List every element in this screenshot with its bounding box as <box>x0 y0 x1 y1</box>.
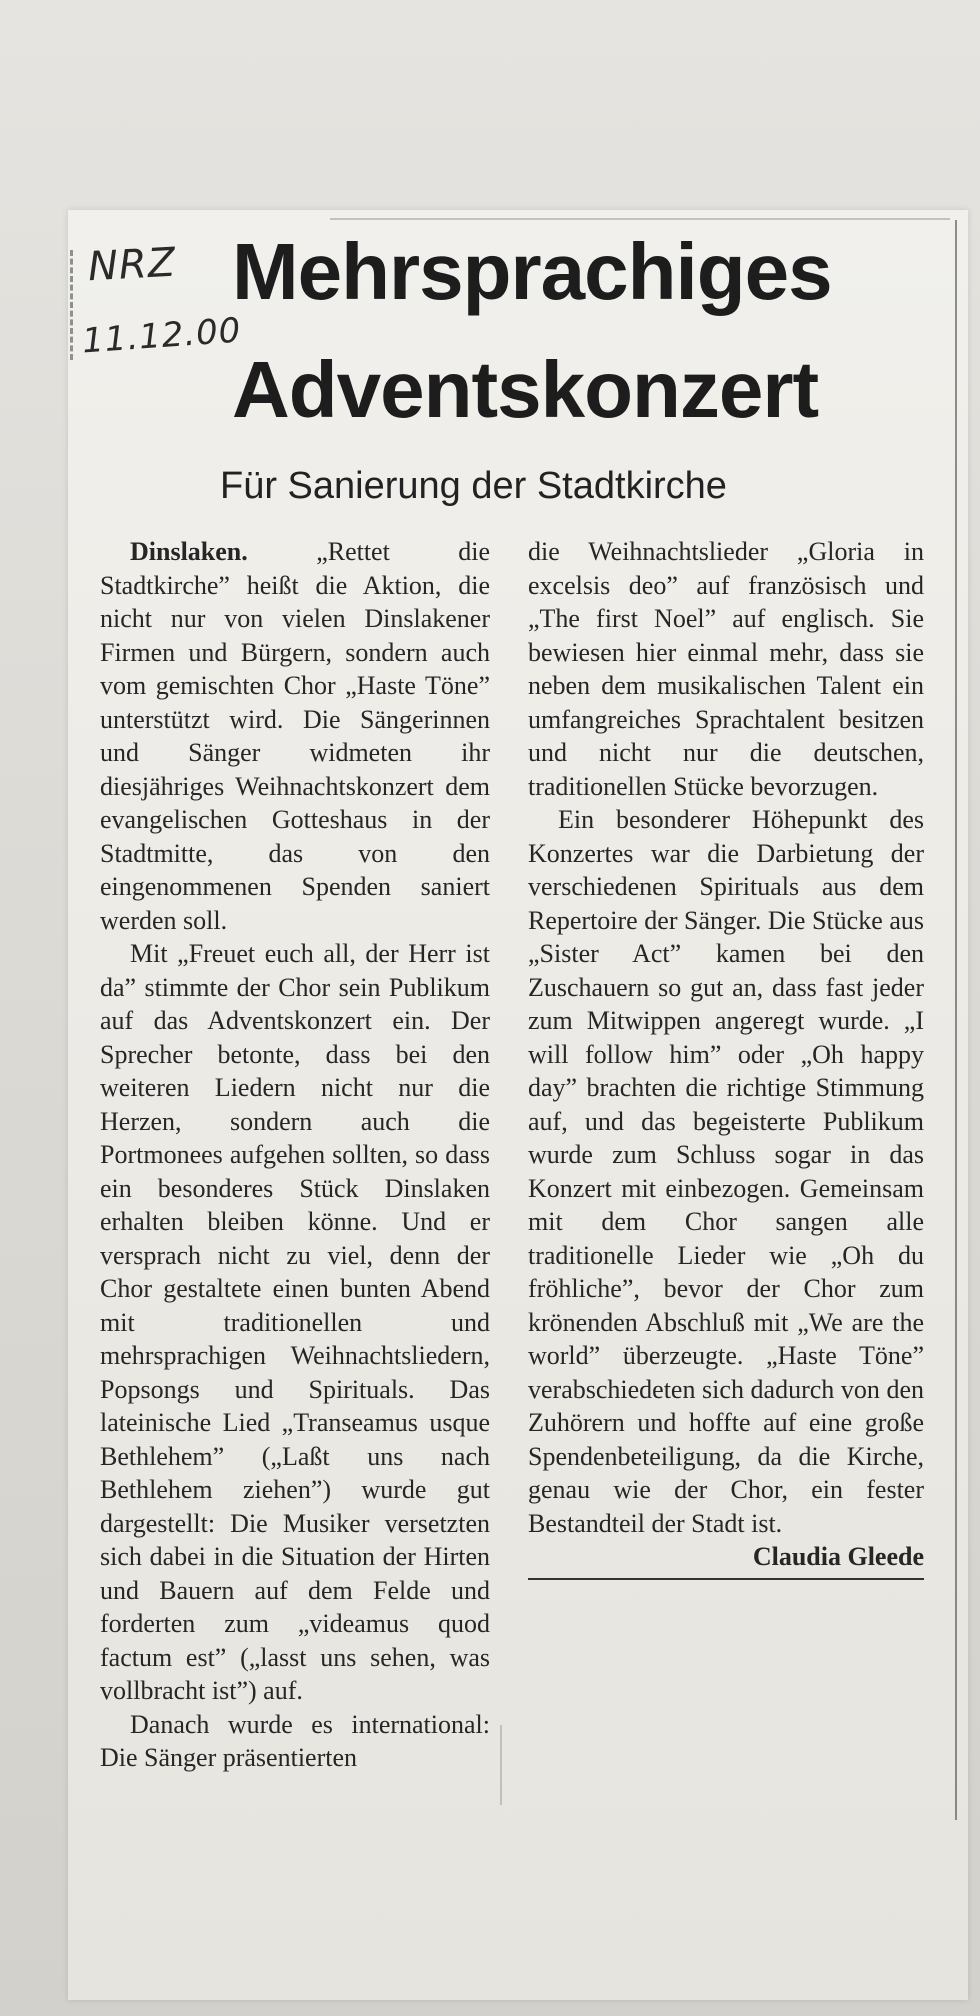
article-paragraph: Danach wurde es international: Die Sänger präsentierten <box>100 1709 490 1772</box>
clipping-right-edge <box>955 220 957 1820</box>
article-paragraph <box>100 535 490 937</box>
dateline: Dinslaken. <box>130 537 248 566</box>
article-subtitle: Für Sanierung der Stadtkirche <box>220 465 727 507</box>
article-column-right <box>528 535 924 1580</box>
handwritten-source-note: NRZ <box>86 239 178 291</box>
article-paragraph: Mit „Freuet euch all, der Herr ist da” stimmte der Chor sein Publikum auf das Adventskonzert ein. Der Sprecher betonte, dass bei den weiteren Liedern nicht nur die Herzen, sondern auch die Portmonees aufgehen sollten, so dass ein besonderes Stück Dinslaken erhalten bleiben könne. Und er versprach nicht zu viel, denn der Chor gestaltete einen bunten Abend mit traditionellen und mehrsprachigen Weihnachtsliedern, Popsongs und Spirituals. Das lateinische Lied „Transeamus usque Bethlehem” („Laßt uns nach Bethlehem ziehen”) wurde gut dargestellt: Die Musiker versetzten sich dabei in die Situation der Hirten und Bauern auf dem Felde und forderten zum „videamus quod factum est” („lasst uns sehen, was vollbracht ist”) auf. <box>100 939 490 1705</box>
fold-mark <box>500 1725 502 1805</box>
clipping-top-edge <box>330 218 950 220</box>
article-paragraph: Ein besonderer Höhepunkt des Konzertes war die Darbietung der verschiedenen Spirituals aus dem Repertoire der Sänger. Die Stücke aus „Sister Act” kamen bei den Zuschauern so gut an, dass fast jeder zum Mitwippen angeregt wurde. „I will follow him” oder „Oh happy day” brachten die richtige Stimmung auf, und das begeisterte Publikum wurde zum Schluss sogar in das Konzert mit einbezogen. Gemeinsam mit dem Chor sangen alle traditionelle Lieder wie „Oh du fröhliche”, bevor der Chor zum krönenden Abschluß mit „We are the world” überzeugte. „Haste Töne” verabschiedeten sich dadurch von den Zuhörern und hoffte auf eine große Spendenbeteiligung, da die Kirche, genau wie der Chor, ein fester Bestandteil der Stadt ist. <box>528 805 924 1538</box>
article-column-left <box>100 535 490 1775</box>
margin-marks <box>70 250 79 360</box>
headline-line-1: Mehrsprachiges <box>232 227 832 316</box>
author-byline: Claudia Gleede <box>528 1540 924 1580</box>
paragraph-text: „Rettet die Stadtkirche” heißt die Aktion, die nicht nur von vielen Dinslakener Firmen und Bürgern, sondern auch vom gemischten Chor „Haste Töne” unterstützt wird. Die Sängerinnen und Sänger widmeten ihr diesjähriges Weihnachtskonzert dem evangelischen Gotteshaus in der Stadtmitte, das von den eingenommenen Spenden saniert werden soll. <box>100 537 490 935</box>
headline-line-2: Adventskonzert <box>232 345 819 434</box>
article-paragraph: die Weihnachtslieder „Gloria in excelsis deo” auf französisch und „The first Noel” auf englisch. Sie bewiesen hier einmal mehr, dass sie neben dem musikalischen Talent ein umfangreiches Sprachtalent besitzen und nicht nur die deutschen, traditionellen Stücke bevorzugen. <box>528 537 924 801</box>
handwritten-date-note: 11.12.00 <box>80 310 243 362</box>
